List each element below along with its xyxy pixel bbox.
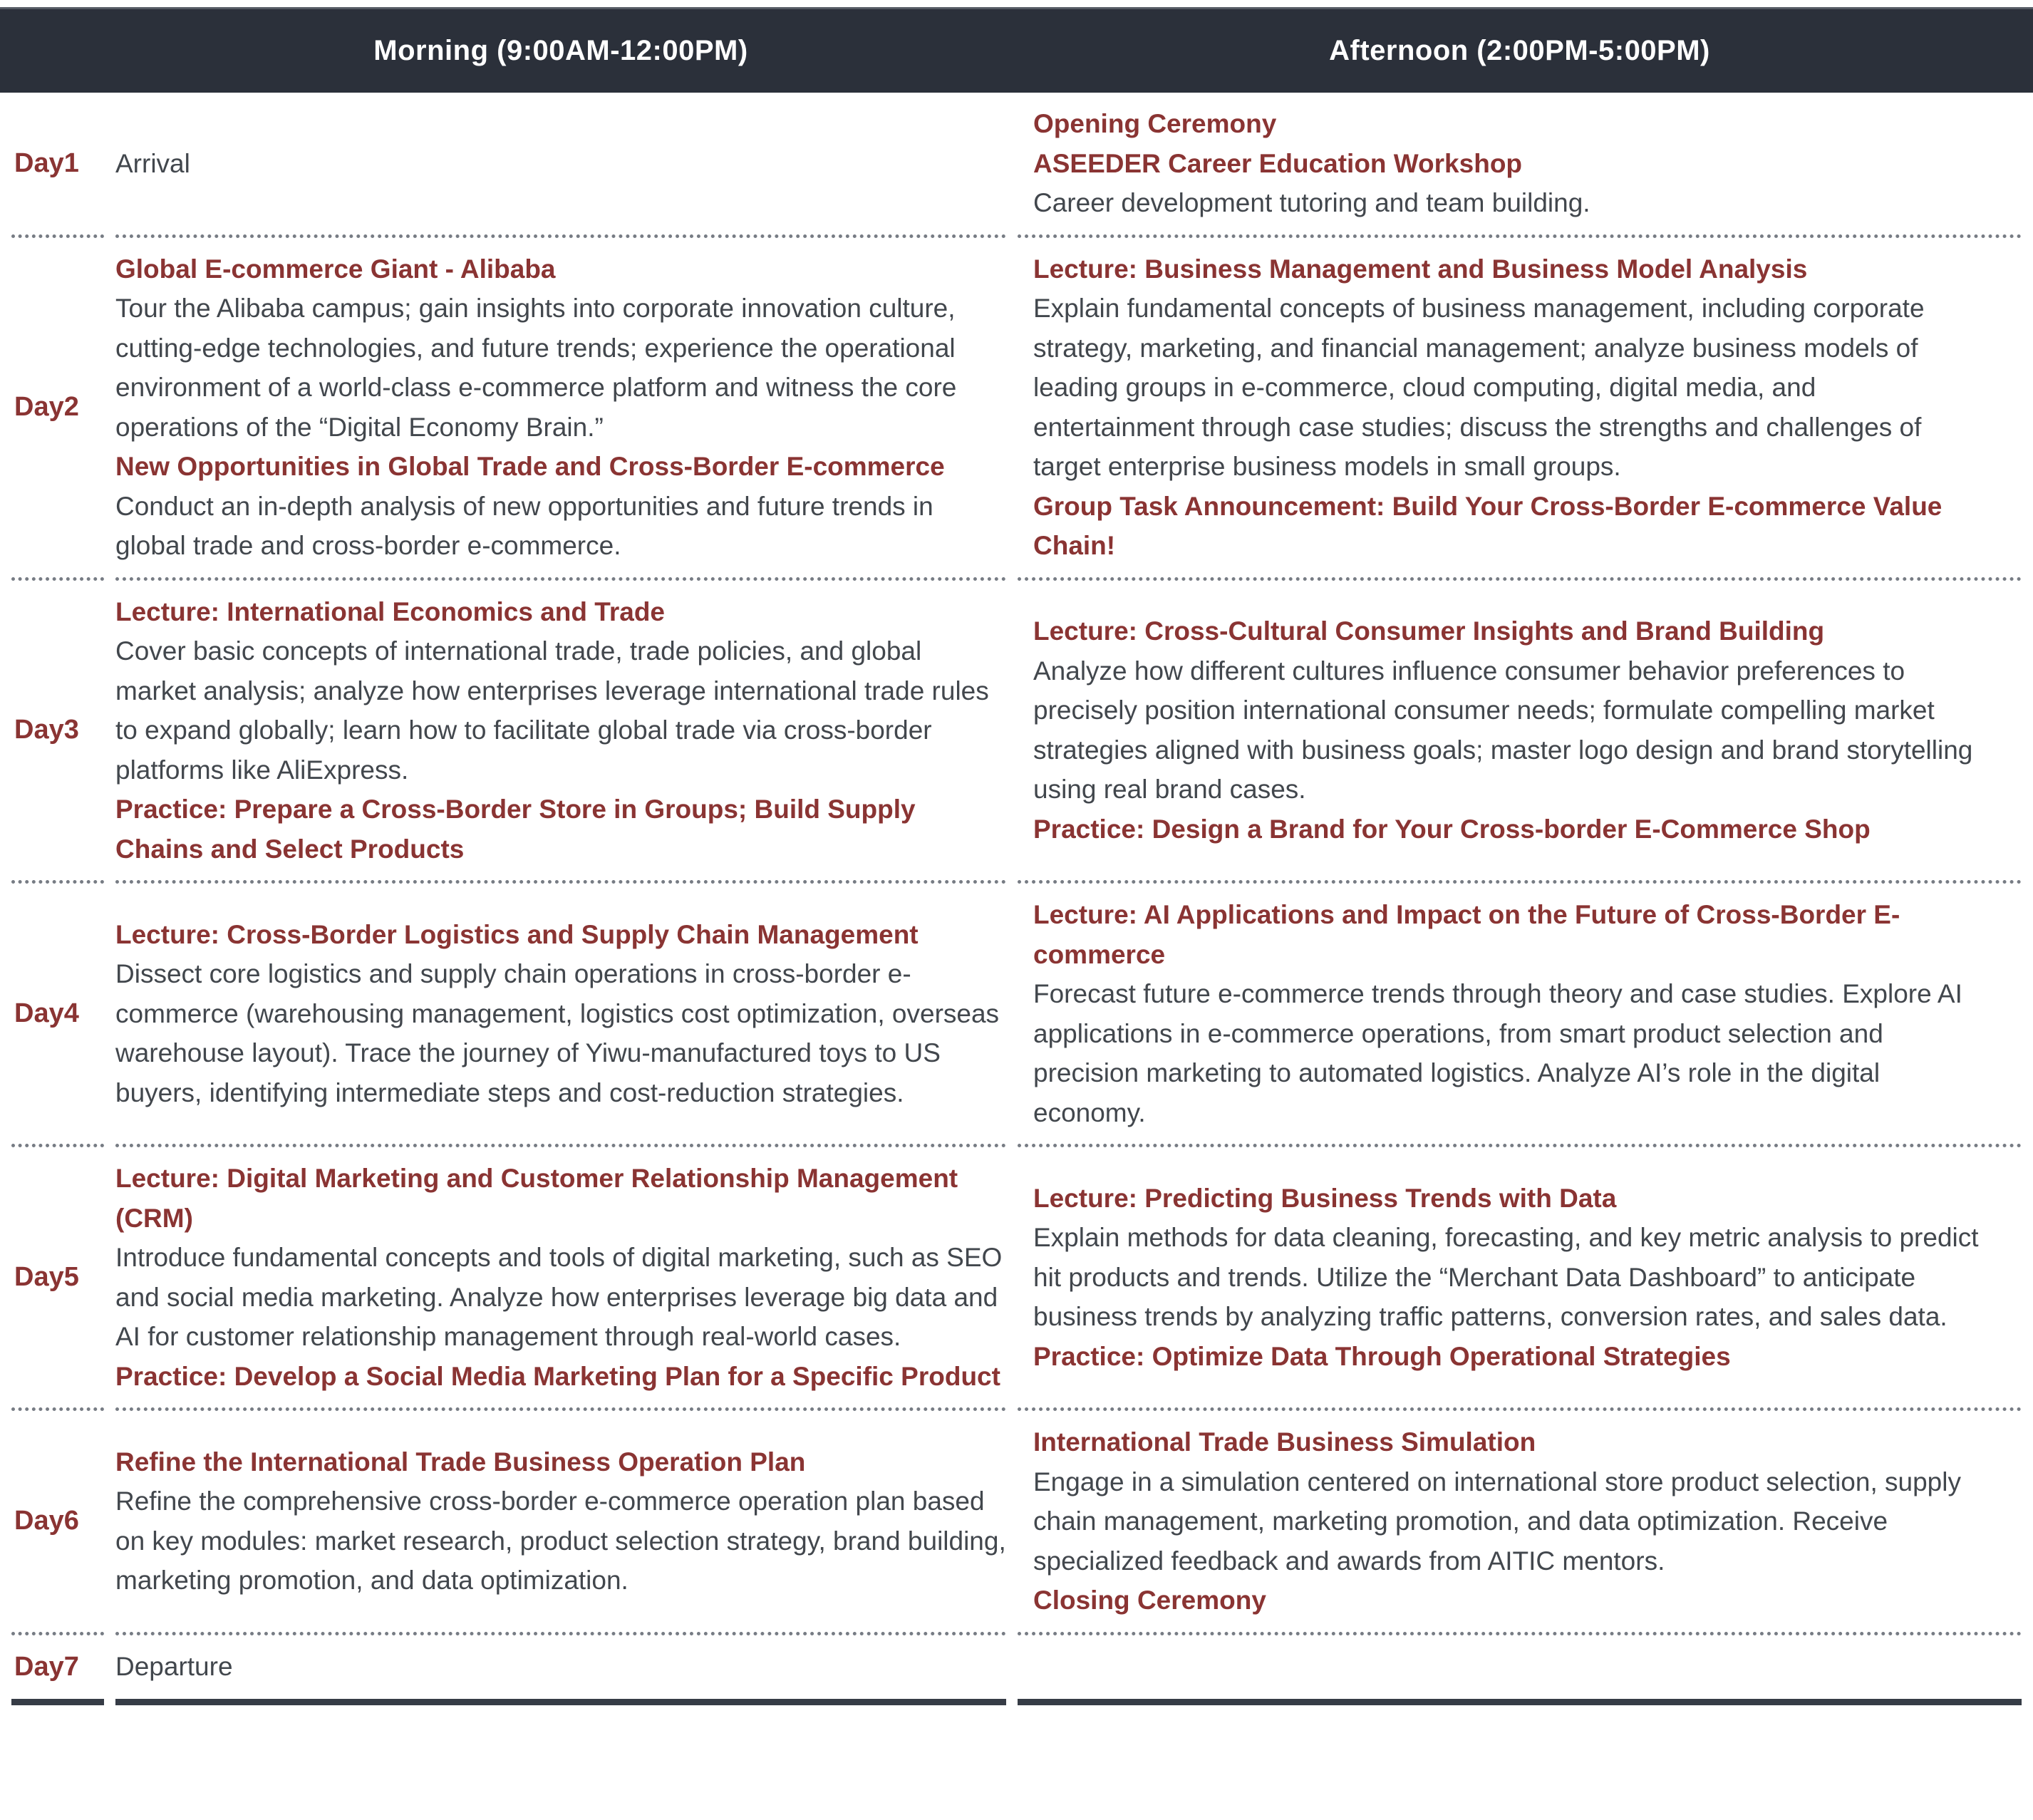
- session-title: New Opportunities in Global Trade and Cross-Border E-commerce: [115, 452, 945, 481]
- session-title: ASEEDER Career Education Workshop: [1033, 148, 1523, 178]
- session-title: Lecture: Cross-Cultural Consumer Insights and Brand Building: [1033, 616, 1825, 646]
- session-description: Forecast future e-commerce trends through theory and case studies. Explore AI applications in e-commerce operations, from smart product selection and precision marketing to automated logistics. Analyze AI’s role in the digital economy.: [1033, 979, 1962, 1127]
- session-title: Practice: Design a Brand for Your Cross-border E-Commerce Shop: [1033, 814, 1871, 844]
- session-title: Opening Ceremony: [1033, 109, 1277, 138]
- session-title: Practice: Develop a Social Media Marketing Plan for a Specific Product: [115, 1361, 1000, 1391]
- day5-afternoon-cell: [1018, 1147, 2022, 1411]
- day-label: Day5: [11, 1147, 104, 1411]
- session-description: Explain fundamental concepts of business management, including corporate strategy, marketing, and financial management; analyze business models of leading groups in e-commerce, cloud computing, digital media, and entertainment through case studies; discuss the strengths and challenges of target enterprise business models in small groups.: [1033, 294, 1925, 481]
- session-title: Practice: Optimize Data Through Operational Strategies: [1033, 1341, 1731, 1371]
- day-label: Day6: [11, 1411, 104, 1635]
- day-label: Day3: [11, 581, 104, 884]
- day4-afternoon-cell: [1018, 884, 2022, 1147]
- session-description: Tour the Alibaba campus; gain insights into corporate innovation culture, cutting-edge technologies, and future trends; experience the operational environment of a world-class e-commerce platform and witness the core operations of the “Digital Economy Brain.”: [115, 294, 957, 442]
- session-description: Arrival: [115, 148, 190, 178]
- day2-afternoon-cell: [1018, 238, 2022, 581]
- session-description: Cover basic concepts of international trade, trade policies, and global market analysis; analyze how enterprises leverage international trade rules to expand globally; learn how to facilitate global trade via cross-border platforms like AliExpress.: [115, 636, 989, 785]
- day5-morning-cell: [115, 1147, 1006, 1411]
- session-description: Introduce fundamental concepts and tools of digital marketing, such as SEO and social media marketing. Analyze how enterprises leverage big data and AI for customer relationship management through real-world cases.: [115, 1243, 1003, 1351]
- session-title: Lecture: Cross-Border Logistics and Supply Chain Management: [115, 919, 919, 949]
- day-label: Day7: [11, 1635, 104, 1705]
- table-row: [11, 238, 2022, 581]
- session-title: Group Task Announcement: Build Your Cross-Border E-commerce Value Chain!: [1033, 491, 1943, 560]
- session-title: Lecture: Digital Marketing and Customer Relationship Management (CRM): [115, 1164, 958, 1233]
- day1-morning-cell: [115, 93, 1006, 238]
- table-row: [11, 581, 2022, 884]
- session-title: Lecture: International Economics and Trade: [115, 596, 666, 626]
- session-title: Global E-commerce Giant - Alibaba: [115, 254, 556, 284]
- table-row: [11, 884, 2022, 1147]
- session-description: Engage in a simulation centered on international store product selection, supply chain management, marketing promotion, and data optimization. Receive specialized feedback and awards from AITIC mentors.: [1033, 1467, 1961, 1576]
- session-description: Conduct an in-depth analysis of new opportunities and future trends in global trade and cross-border e-commerce.: [115, 491, 933, 560]
- session-title: Lecture: Business Management and Business Model Analysis: [1033, 254, 1808, 284]
- session-title: Practice: Prepare a Cross-Border Store in Groups; Build Supply Chains and Select Products: [115, 795, 916, 864]
- schedule-body: [11, 93, 2022, 1705]
- table-row: [11, 1147, 2022, 1411]
- table-header: [0, 7, 2033, 93]
- column-header-morning: Morning (9:00AM-12:00PM): [373, 35, 748, 66]
- table-row: [11, 1411, 2022, 1635]
- day-label: Day4: [11, 884, 104, 1147]
- session-description: Analyze how different cultures influence consumer behavior preferences to precisely position international consumer needs; formulate compelling market strategies aligned with business goals; master logo design and brand storytelling using real brand cases.: [1033, 656, 1973, 805]
- day4-morning-cell: [115, 884, 1006, 1147]
- session-description: Departure: [115, 1652, 233, 1682]
- session-description: Career development tutoring and team building.: [1033, 188, 1590, 217]
- table-row: [11, 1635, 2022, 1705]
- day3-afternoon-cell: [1018, 581, 2022, 884]
- session-description: Dissect core logistics and supply chain operations in cross-border e-commerce (warehousing management, logistics cost optimization, overseas warehouse layout). Trace the journey of Yiwu-manufactured toys to US buyers, identifying intermediate steps and cost-reduction strategies.: [115, 959, 1000, 1107]
- session-title: International Trade Business Simulation: [1033, 1427, 1536, 1457]
- day-label: Day2: [11, 238, 104, 581]
- session-description: Explain methods for data cleaning, forecasting, and key metric analysis to predict hit products and trends. Utilize the “Merchant Data Dashboard” to anticipate business trends by analyzing traffic patterns, conversion rates, and sales data.: [1033, 1223, 1979, 1332]
- day7-afternoon-cell: [1018, 1635, 2022, 1705]
- session-title: Lecture: Predicting Business Trends with Data: [1033, 1183, 1617, 1213]
- column-header-afternoon: Afternoon (2:00PM-5:00PM): [1329, 35, 1710, 66]
- day1-afternoon-cell: [1018, 93, 2022, 238]
- day6-afternoon-cell: [1018, 1411, 2022, 1635]
- day2-morning-cell: [115, 238, 1006, 581]
- day6-morning-cell: [115, 1411, 1006, 1635]
- table-row: [11, 93, 2022, 238]
- session-description: Refine the comprehensive cross-border e-commerce operation plan based on key modules: market research, product selection strategy, brand building, marketing promotion, and data optimization.: [115, 1486, 1006, 1596]
- schedule-table: [0, 93, 2033, 1705]
- session-title: Lecture: AI Applications and Impact on the Future of Cross-Border E-commerce: [1033, 900, 1900, 969]
- day7-morning-cell: [115, 1635, 1006, 1705]
- session-title: Closing Ceremony: [1033, 1586, 1266, 1615]
- day-label: Day1: [11, 93, 104, 238]
- day3-morning-cell: [115, 581, 1006, 884]
- session-title: Refine the International Trade Business Operation Plan: [115, 1447, 806, 1477]
